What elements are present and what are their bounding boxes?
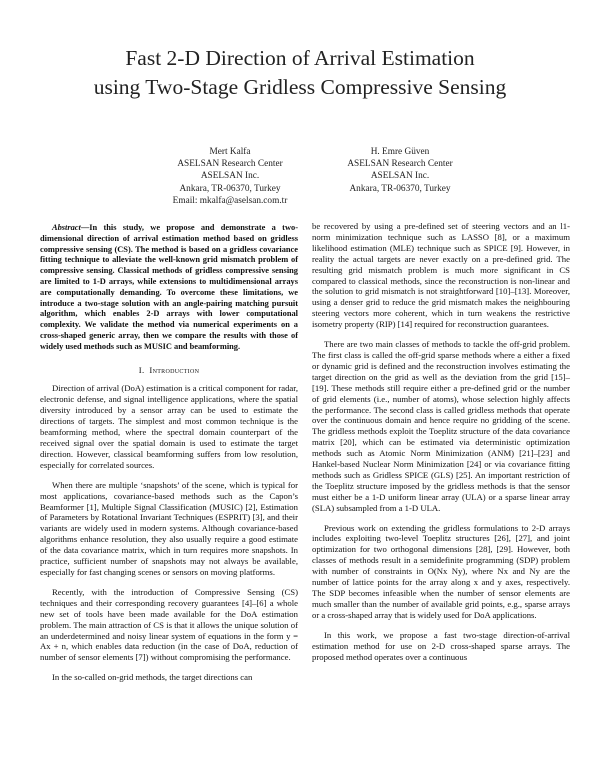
body-paragraph-3: Previous work on extending the gridless formulations to 2-D arrays includes exploiting two-level Toeplitz structures [26], [27], and joint optimization for two orthogonal dimensions [28], [29]. However, both classes of methods result in a semidefinite programming (SDP) problem with number of constraints in O(Nx Ny), where Nx and Ny are the number of lattice points for the array along x and y axes, respectively. The SDP becomes infeasible when the number of sensor elements are much smaller than the number of available grid points, e.g., sparse arrays or a cross-shaped array that is widely used for DoA applications. xyxy=(312,522,570,620)
section-number: I. xyxy=(138,364,145,375)
author-org: ASELSAN Research Center xyxy=(177,159,283,170)
author-name: H. Emre Güven xyxy=(370,147,430,157)
abstract xyxy=(40,223,298,353)
body-paragraph-4: In this work, we propose a fast two-stage direction-of-arrival estimation method for use on 2-D cross-shaped sparse arrays. The proposed method operates over a continuous xyxy=(312,629,570,662)
left-column xyxy=(40,223,298,683)
author-company: ASELSAN Inc. xyxy=(200,171,260,182)
section-title: Introduction xyxy=(149,364,200,375)
author-org: ASELSAN Research Center xyxy=(347,159,453,170)
author-address: Ankara, TR-06370, Turkey xyxy=(349,183,451,194)
title-line-1: Fast 2-D Direction of Arrival Estimation xyxy=(125,46,475,70)
author-company: ASELSAN Inc. xyxy=(370,171,430,182)
author-address: Ankara, TR-06370, Turkey xyxy=(179,183,281,194)
author-email: Email: mkalfa@aselsan.com.tr xyxy=(172,195,288,206)
section-heading-introduction xyxy=(40,365,298,376)
author-block-2 xyxy=(290,146,510,195)
intro-paragraph-4: In the so-called on-grid methods, the target directions can xyxy=(52,672,253,683)
intro-paragraph-2: When there are multiple ‘snapshots’ of the scene, which is typical for most applications, covariance-based methods such as the Capon’s Beamformer [1], Multiple Signal Classification (MUSIC) [2], Estimation of Parameters by Rotational Invariant Techniques (ESPRIT) [3], and their variants are widely used in modern systems. Although covariance-based algorithms enhance resolution, they also usually require a good estimate of the data covariance matrix, which in turn requires more snapshots. In practice, sufficient number of snapshots may not always be available, especially for fast changing scenes or sensors on moving platforms. xyxy=(40,479,298,577)
intro-paragraph-1: Direction of arrival (DoA) estimation is a critical component for radar, electronic defense, and signal intelligence applications, where the spatial diversity introduced by a sensor array can be used to estimate the directions of targets. The simplest and most common technique is the beamforming method, where the spectral domain counterpart of the received signal over the spatial domain is used to estimate the target direction. However, classical beamforming suffers from low resolution, especially for correlated sources. xyxy=(40,383,298,470)
intro-paragraph-3: Recently, with the introduction of Compressive Sensing (CS) techniques and their corresponding recovery guarantees [4]–[6] a whole new set of tools have been made available for the DoA estimation problem. The main attraction of CS is that it allows the unique solution of an underdetermined and noisy linear system of equations in the form y = Ax + n, which enables data reduction (in the case of DoA, reduction of number of sensor elements [7]) without compromising the performance. xyxy=(40,586,298,663)
abstract-label: Abstract xyxy=(52,223,81,232)
title-line-2: using Two-Stage Gridless Compressive Sensing xyxy=(93,75,507,99)
abstract-text: —In this study, we propose and demonstrate a two-dimensional direction of arrival estimation method based on gridless compressive sensing (CS). The method is based on a gridless covariance fitting technique to alleviate the well-known grid mismatch problem of compressive sensing. Classical methods of gridless compressive sensing are limited to 1-D arrays, while extensions to multidimensional arrays are computationally demanding. To overcome these limitations, we introduce a two-stage solution with an angle-pairing matching pursuit algorithm, which enables 2-D arrays with lower computational complexity. We validate the method via numerical experiments on a cross-shaped generic array, then we compare the results with those of widely used methods such as MUSIC and beamforming. xyxy=(40,223,298,351)
body-paragraph-2: There are two main classes of methods to tackle the off-grid problem. The first class is called the off-grid sparse methods where a either a fixed or dynamic grid is defined and the reconstruction involves estimating the target direction on the grid as well as the deviation from the grid [15]–[19]. These methods still require either a pre-defined grid or the number of grid elements (i.e., number of atoms), whose selection highly affects the performance. The second class is called gridless methods that operate over the continuous domain and hence require no gridding of the scene. The gridless methods exploit the Toeplitz structure of the data covariance matrix [20], which can be estimated via deterministic optimization methods such as Atomic Norm Minimization (ANM) [21]–[23] and Hankel-based Nuclear Norm Minimization [24] or via covariance fitting methods such as Gridless SPICE (GLS) [25]. An important restriction of the Toeplitz structure imposed by the gridless methods is that the sensor must either be a 1-D uniform linear array (ULA) or a sparse linear array (SLA) subsampled from a 1-D ULA. xyxy=(312,339,570,513)
author-name: Mert Kalfa xyxy=(209,147,251,157)
body-paragraph-1: be recovered by using a pre-defined set of steering vectors and an l1-norm minimization technique such as LASSO [8], or a maximum likelihood estimation (MLE) technique such as SPICE [9]. However, in reality the actual targets are never exactly on a pre-defined grid. The resulting grid mismatch problem is much more significant in CS compared to classical methods, since the reconstruction is non-linear and the solution to grid mismatch is not straightforward [10]–[13]. Moreover, using a denser grid to reduce the grid mismatch makes the neighbouring steering vectors more coherent, which in turn weakens the restrictive isometry property (RIP) [14] required for reconstruction guarantees. xyxy=(312,221,570,330)
right-column xyxy=(312,221,570,662)
paper-title xyxy=(40,44,560,102)
